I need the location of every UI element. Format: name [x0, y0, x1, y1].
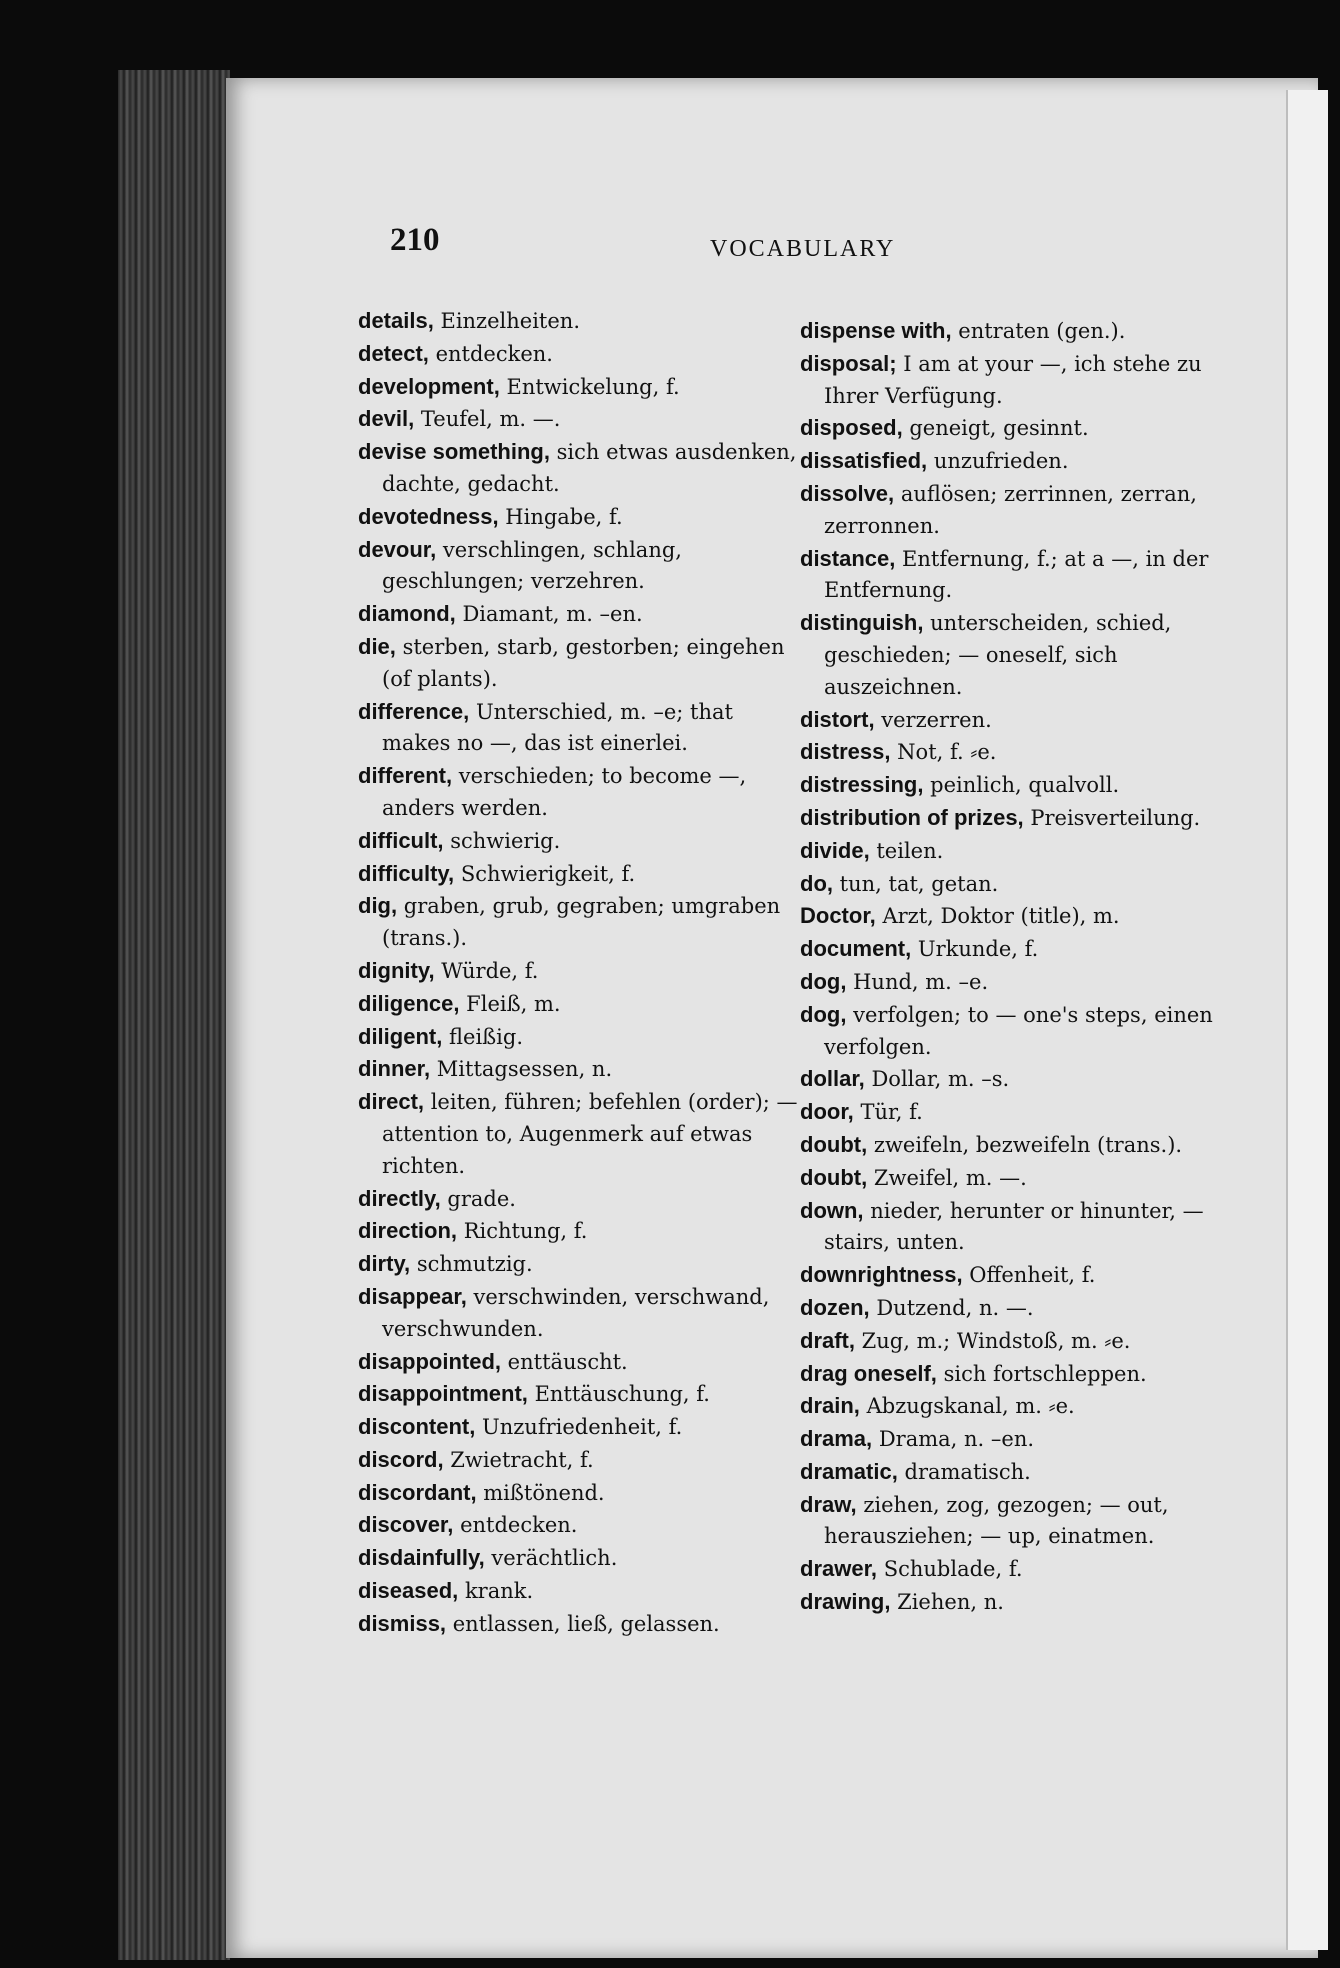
headword: draw,: [800, 1491, 857, 1517]
headword: distort,: [800, 706, 875, 732]
vocab-entry: [800, 445, 1250, 478]
headword: dissatisfied,: [800, 448, 928, 474]
gloss: zweifeln, bezweifeln (trans.).: [867, 1132, 1183, 1157]
vocab-entry: [358, 890, 798, 955]
headword: dog,: [800, 968, 847, 994]
vocab-entry: [800, 900, 1250, 933]
vocab-entry: [358, 760, 798, 825]
headword: difference,: [358, 698, 470, 724]
headword: discover,: [358, 1512, 454, 1538]
gloss: verfolgen; to — one's steps, einen verfolgen.: [824, 1002, 1213, 1059]
vocab-entry: [800, 868, 1250, 901]
gloss: Abzugskanal, m. ⸗e.: [859, 1394, 1075, 1419]
gloss: verschlingen, schlang, geschlungen; verzehren.: [382, 537, 682, 594]
gloss: Schwierigkeit, f.: [454, 861, 636, 886]
vocab-entry: [800, 1162, 1250, 1195]
vocab-entry: [358, 436, 798, 501]
gloss: Mittagsessen, n.: [430, 1057, 613, 1082]
gloss: unterscheiden, schied, geschieden; — oneself, sich auszeichnen.: [824, 611, 1172, 699]
headword: die,: [358, 633, 396, 659]
gloss: entdecken.: [428, 341, 553, 366]
vocab-entry: [800, 1325, 1250, 1358]
headword: document,: [800, 936, 912, 962]
headword: downrightness,: [800, 1262, 963, 1288]
gloss: Drama, n. –en.: [872, 1427, 1035, 1452]
vocab-entry: [800, 315, 1250, 348]
headword: direct,: [358, 1089, 425, 1115]
headword: drawing,: [800, 1589, 891, 1615]
vocab-entry: [358, 371, 798, 404]
gloss: leiten, führen; befehlen (order); — attention to, Augenmerk auf etwas richten.: [382, 1090, 798, 1178]
vocab-entry: [800, 1096, 1250, 1129]
headword: dismiss,: [358, 1610, 447, 1636]
page-number: 210: [390, 222, 440, 258]
headword: devotedness,: [358, 503, 499, 529]
vocab-entry: [800, 1489, 1250, 1554]
headword: diligent,: [358, 1023, 443, 1049]
gloss: entlassen, ließ, gelassen.: [446, 1611, 720, 1636]
vocab-entry: [800, 736, 1250, 769]
vocab-entry: [800, 1358, 1250, 1391]
headword: distribution of prizes,: [800, 804, 1024, 830]
vocab-entry: [358, 1509, 798, 1542]
headword: dinner,: [358, 1056, 431, 1082]
headword: dignity,: [358, 957, 435, 983]
next-page-edge: [1286, 90, 1328, 1950]
vocab-entry: [800, 802, 1250, 835]
gloss: Arzt, Doktor (title), m.: [875, 904, 1120, 929]
gloss: Richtung, f.: [457, 1219, 588, 1244]
gloss: schmutzig.: [410, 1252, 533, 1277]
vocab-entry: [800, 1292, 1250, 1325]
vocab-entry: [800, 1390, 1250, 1423]
gloss: Enttäuschung, f.: [527, 1382, 710, 1407]
headword: different,: [358, 763, 453, 789]
vocab-entry: [800, 966, 1250, 999]
headword: Doctor,: [800, 903, 876, 929]
headword: devour,: [358, 536, 437, 562]
headword: devil,: [358, 406, 415, 432]
gloss: Zweifel, m. —.: [867, 1165, 1027, 1190]
headword: drama,: [800, 1426, 873, 1452]
vocab-entry: [800, 933, 1250, 966]
headword: door,: [800, 1099, 854, 1125]
vocab-entry: [358, 305, 798, 338]
headword: discontent,: [358, 1414, 476, 1440]
headword: down,: [800, 1197, 864, 1223]
headword: diligence,: [358, 990, 460, 1016]
gloss: fleißig.: [442, 1024, 524, 1049]
vocab-entry: [358, 1183, 798, 1216]
headword: discordant,: [358, 1479, 477, 1505]
headword: drawer,: [800, 1556, 878, 1582]
vocab-entry: [358, 598, 798, 631]
headword: disappointment,: [358, 1381, 528, 1407]
vocab-entry: [358, 1477, 798, 1510]
gloss: krank.: [458, 1579, 534, 1604]
vocab-entry: [358, 403, 798, 436]
gloss: Ziehen, n.: [890, 1590, 1004, 1615]
gloss: Urkunde, f.: [911, 937, 1039, 962]
headword: detect,: [358, 340, 429, 366]
gloss: teilen.: [869, 838, 944, 863]
vocab-entry: [358, 1444, 798, 1477]
vocab-entry: [800, 835, 1250, 868]
headword: dollar,: [800, 1066, 865, 1092]
gloss: I am at your —, ich stehe zu Ihrer Verfügung.: [824, 351, 1202, 408]
vocab-entry: [358, 696, 798, 761]
gloss: Würde, f.: [434, 958, 539, 983]
gloss: verzerren.: [874, 707, 992, 732]
vocab-entry: [358, 1608, 798, 1641]
gloss: nieder, herunter or hinunter, — stairs, unten.: [824, 1198, 1204, 1255]
headword: doubt,: [800, 1131, 868, 1157]
headword: distressing,: [800, 772, 924, 798]
gloss: Fleiß, m.: [459, 991, 561, 1016]
headword: disposed,: [800, 415, 903, 441]
headword: draft,: [800, 1327, 855, 1353]
gloss: Not, f. ⸗e.: [890, 740, 997, 765]
gloss: Unzufriedenheit, f.: [475, 1415, 683, 1440]
vocab-entry: [800, 1259, 1250, 1292]
gloss: Dollar, m. –s.: [864, 1067, 1010, 1092]
gloss: peinlich, qualvoll.: [923, 773, 1120, 798]
headword: divide,: [800, 837, 870, 863]
vocab-entry: [358, 338, 798, 371]
headword: direction,: [358, 1218, 458, 1244]
headword: disdainfully,: [358, 1545, 485, 1571]
headword: disappointed,: [358, 1348, 501, 1374]
headword: drain,: [800, 1393, 860, 1419]
vocab-entry: [358, 631, 798, 696]
gloss: unzufrieden.: [927, 449, 1069, 474]
headword: doubt,: [800, 1164, 868, 1190]
vocab-entry: [358, 1248, 798, 1281]
gloss: Schublade, f.: [877, 1557, 1023, 1582]
headword: dig,: [358, 893, 398, 919]
gloss: sich fortschleppen.: [936, 1361, 1147, 1386]
gloss: verschieden; to become —, anders werden.: [382, 764, 747, 820]
gloss: entdecken.: [453, 1513, 578, 1538]
vocab-entry: [358, 825, 798, 858]
page-header: [380, 222, 1230, 272]
vocab-entry: [800, 1553, 1250, 1586]
running-head: VOCABULARY: [710, 236, 896, 262]
gloss: enttäuscht.: [501, 1349, 628, 1374]
gloss: dramatisch.: [897, 1459, 1031, 1484]
vocab-entry: [358, 1021, 798, 1054]
vocab-entry: [800, 1456, 1250, 1489]
right-column: [800, 315, 1250, 1619]
vocab-entry: [358, 955, 798, 988]
headword: disappear,: [358, 1283, 467, 1309]
vocab-entry: [800, 1586, 1250, 1619]
headword: development,: [358, 373, 500, 399]
vocab-entry: [358, 1346, 798, 1379]
vocab-entry: [358, 988, 798, 1021]
headword: dozen,: [800, 1294, 870, 1320]
headword: diamond,: [358, 601, 456, 627]
gloss: Entfernung, f.; at a —, in der Entfernung.: [824, 546, 1209, 603]
vocab-entry: [800, 1195, 1250, 1260]
headword: do,: [800, 870, 833, 896]
gloss: Diamant, m. –en.: [455, 602, 643, 627]
gloss: Einzelheiten.: [433, 309, 581, 333]
gloss: Teufel, m. —.: [414, 407, 561, 432]
headword: directly,: [358, 1185, 441, 1211]
gloss: tun, tat, getan.: [833, 871, 999, 896]
gloss: sich etwas ausdenken, dachte, gedacht.: [382, 440, 797, 496]
vocab-entry: [358, 1281, 798, 1346]
gloss: entraten (gen.).: [951, 319, 1126, 343]
gloss: Dutzend, n. —.: [869, 1295, 1034, 1320]
left-column: [358, 305, 798, 1641]
gloss: schwierig.: [443, 828, 561, 853]
vocab-entry: [800, 999, 1250, 1064]
vocab-entry: [358, 1378, 798, 1411]
gloss: grade.: [440, 1186, 516, 1211]
gloss: verächtlich.: [484, 1546, 618, 1571]
headword: disposal;: [800, 350, 897, 376]
vocab-entry: [800, 412, 1250, 445]
gloss: geneigt, gesinnt.: [902, 416, 1089, 441]
headword: diseased,: [358, 1578, 459, 1604]
gloss: Unterschied, m. –e; that makes no —, das ist einerlei.: [382, 699, 733, 756]
vocab-entry: [358, 501, 798, 534]
headword: devise something,: [358, 439, 550, 465]
vocab-entry: [800, 704, 1250, 737]
gloss: Hingabe, f.: [498, 504, 623, 529]
headword: distinguish,: [800, 610, 924, 636]
gloss: ziehen, zog, gezogen; — out, herausziehen; — up, einatmen.: [824, 1492, 1169, 1549]
headword: discord,: [358, 1446, 444, 1472]
gloss: verschwinden, verschwand, verschwunden.: [382, 1284, 770, 1341]
vocab-entry: [358, 534, 798, 599]
headword: dramatic,: [800, 1458, 898, 1484]
vocab-entry: [800, 478, 1250, 543]
gloss: Zug, m.; Windstoß, m. ⸗e.: [855, 1328, 1131, 1353]
headword: distress,: [800, 739, 891, 765]
gloss: graben, grub, gegraben; umgraben (trans.).: [382, 894, 781, 951]
vocab-entry: [800, 543, 1250, 608]
vocab-entry: [358, 1053, 798, 1086]
headword: drag oneself,: [800, 1360, 937, 1386]
headword: dirty,: [358, 1251, 411, 1277]
headword: distance,: [800, 545, 896, 571]
vocab-entry: [358, 1215, 798, 1248]
vocab-entry: [358, 1086, 798, 1182]
vocab-entry: [800, 607, 1250, 703]
headword: dog,: [800, 1001, 847, 1027]
gloss: Entwickelung, f.: [499, 374, 680, 399]
gloss: Preisverteilung.: [1023, 805, 1201, 830]
gloss: Offenheit, f.: [962, 1263, 1096, 1288]
gloss: auflösen; zerrinnen, zerran, zerronnen.: [824, 481, 1197, 538]
headword: details,: [358, 308, 434, 333]
vocab-entry: [358, 1411, 798, 1444]
vocab-entry: [800, 1063, 1250, 1096]
vocab-entry: [800, 348, 1250, 413]
gloss: Hund, m. –e.: [846, 969, 989, 994]
vocab-entry: [358, 858, 798, 891]
headword: difficulty,: [358, 860, 455, 886]
gloss: Zwietracht, f.: [443, 1447, 594, 1472]
book-spine: [118, 70, 230, 1960]
vocab-entry: [800, 1423, 1250, 1456]
headword: dispense with,: [800, 318, 952, 343]
gloss: sterben, starb, gestorben; eingehen (of plants).: [382, 634, 785, 691]
gloss: mißtönend.: [476, 1480, 605, 1505]
gloss: Tür, f.: [853, 1100, 923, 1125]
headword: difficult,: [358, 827, 444, 853]
headword: dissolve,: [800, 480, 895, 506]
vocab-entry: [358, 1575, 798, 1608]
vocab-entry: [800, 1129, 1250, 1162]
vocab-entry: [800, 769, 1250, 802]
vocab-entry: [358, 1542, 798, 1575]
